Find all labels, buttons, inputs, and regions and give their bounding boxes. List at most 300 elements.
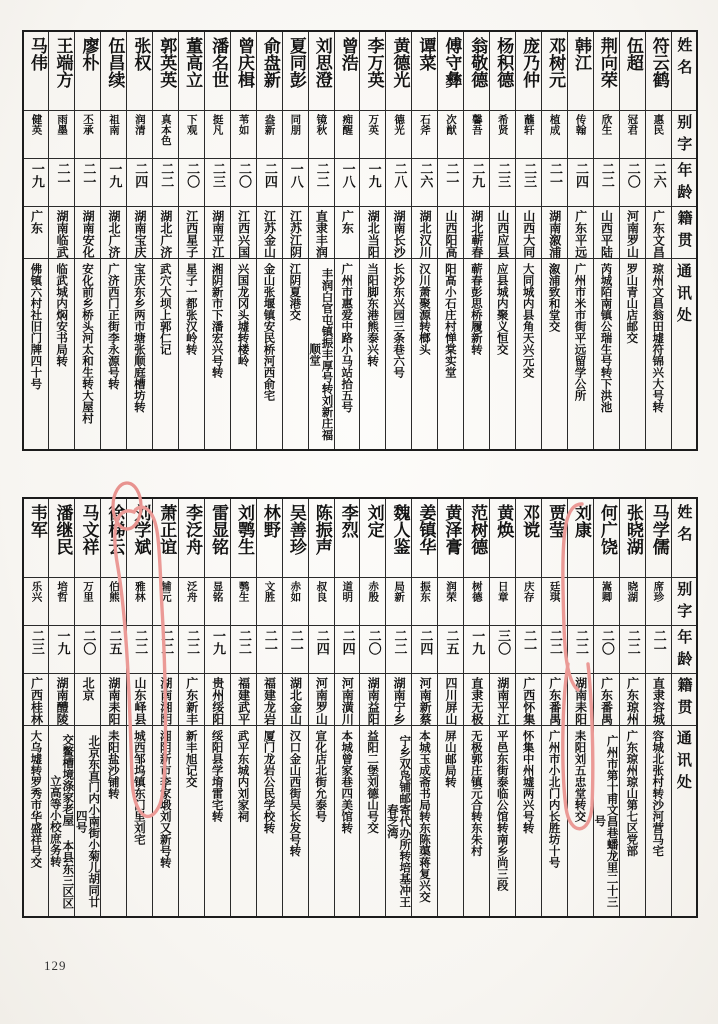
age-cell-text: 二八	[391, 162, 407, 188]
age-cell	[516, 626, 542, 674]
alias-cell-text: 显铭	[211, 581, 224, 602]
name-cell	[360, 31, 386, 111]
address-cell	[23, 726, 49, 918]
header-age-text: 年龄	[675, 629, 694, 673]
age-cell	[541, 626, 567, 674]
address-cell	[282, 259, 308, 451]
alias-cell	[179, 578, 205, 626]
name-cell	[230, 31, 256, 111]
origin-cell	[230, 207, 256, 259]
age-cell	[153, 626, 179, 674]
name-cell-text: 邓树元	[545, 37, 566, 88]
alias-cell	[360, 578, 386, 626]
origin-cell	[386, 674, 412, 726]
age-cell	[360, 626, 386, 674]
origin-cell	[308, 674, 334, 726]
origin-cell	[127, 674, 153, 726]
alias-cell	[412, 111, 438, 159]
origin-cell-text: 湖南湘阴	[158, 677, 173, 725]
origin-cell	[153, 207, 179, 259]
age-cell	[282, 159, 308, 207]
alias-cell	[593, 111, 619, 159]
alias-cell	[179, 111, 205, 159]
alias-cell	[101, 578, 127, 626]
name-cell-text: 何广饶	[596, 504, 617, 555]
origin-cell	[75, 207, 101, 259]
age-cell-text: 二四	[417, 629, 433, 655]
alias-cell-text: 镜秋	[315, 114, 328, 135]
address-cell-text: 蕲春彭思桥履新转	[469, 263, 484, 355]
alias-cell-text: 晓湖	[626, 581, 639, 602]
name-cell-text: 荆向荣	[596, 37, 617, 88]
address-cell-text: 怀集中州墟两兴号转	[521, 730, 536, 834]
address-cell	[593, 259, 619, 451]
name-cell-text: 王端方	[52, 37, 73, 88]
address-cell	[360, 259, 386, 451]
age-cell-text: 二二	[158, 162, 174, 188]
name-cell-text: 徐梯云	[104, 504, 125, 555]
address-cell-text: 大同城内县角天兴元交	[521, 263, 536, 378]
header-origin-text: 籍贯	[675, 210, 694, 254]
origin-cell-text: 湖南平江	[210, 210, 225, 258]
name-cell-text: 陈振声	[311, 504, 332, 555]
name-cell-text: 马伟	[26, 37, 47, 71]
address-cell-text: 北京东直门内小南街小菊儿胡同廿四号	[74, 734, 102, 908]
age-cell	[49, 159, 75, 207]
name-cell-text: 韦军	[26, 504, 47, 538]
age-cell-text: 二六	[650, 162, 666, 188]
header-alias-text: 别字	[675, 114, 694, 158]
origin-cell-text: 湖北广济	[107, 210, 122, 258]
name-cell	[412, 31, 438, 111]
age-cell	[438, 626, 464, 674]
origin-cell-text: 河南新蔡	[418, 677, 433, 725]
name-cell-text: 张权	[130, 37, 151, 71]
age-cell	[230, 626, 256, 674]
name-cell	[360, 498, 386, 578]
alias-cell	[153, 111, 179, 159]
alias-cell-text: 传翰	[574, 114, 587, 135]
origin-cell	[179, 674, 205, 726]
age-cell-text: 二一	[547, 162, 563, 188]
name-cell	[75, 498, 101, 578]
address-cell	[204, 259, 230, 451]
address-cell-text: 广州市米市街平远留学公所	[573, 263, 588, 401]
age-cell	[412, 626, 438, 674]
address-cell	[438, 726, 464, 918]
age-cell	[230, 159, 256, 207]
age-cell	[179, 626, 205, 674]
alias-cell	[75, 111, 101, 159]
address-cell-text: 湘阴新市李家塅刘又新号转	[158, 730, 173, 868]
age-cell-text: 二二	[391, 629, 407, 655]
origin-cell-text: 湖北汉川	[418, 210, 433, 258]
age-cell	[567, 626, 593, 674]
name-cell	[179, 498, 205, 578]
address-cell	[75, 726, 101, 918]
address-cell-text: 广州市惠爱中路小马站拾五号	[340, 263, 355, 413]
address-cell	[230, 726, 256, 918]
address-cell-text: 绥阳县学堉雷宅转	[210, 730, 225, 822]
age-cell	[541, 159, 567, 207]
origin-cell	[464, 207, 490, 259]
name-row	[23, 498, 697, 578]
origin-cell	[23, 674, 49, 726]
age-cell-text: 二二	[547, 629, 563, 655]
address-cell	[49, 726, 75, 918]
name-cell	[334, 498, 360, 578]
alias-cell-text: 丕承	[82, 114, 95, 135]
name-cell-text: 刘学斌	[130, 504, 151, 555]
address-cell-text: 本城玉成斋书局转东陈蕖蒋复兴交	[417, 730, 432, 903]
origin-cell-text: 直隶无极	[469, 677, 484, 725]
age-cell-text: 二四	[313, 629, 329, 655]
alias-cell-text: 润清	[133, 114, 146, 135]
origin-cell	[204, 207, 230, 259]
origin-cell-text: 广东番禺	[599, 677, 614, 725]
address-cell-text: 武穴大坝上郭仁记	[158, 263, 173, 355]
name-cell	[308, 498, 334, 578]
address-cell	[490, 259, 516, 451]
alias-cell	[516, 111, 542, 159]
name-cell-text: 廖朴	[78, 37, 99, 71]
name-cell-text: 傅守彝	[441, 37, 462, 88]
alias-cell-text: 日章	[496, 581, 509, 602]
age-cell	[75, 626, 101, 674]
name-row	[23, 31, 697, 111]
register-tables	[22, 30, 698, 918]
address-cell	[204, 726, 230, 918]
origin-cell-text: 湖北金山	[288, 677, 303, 725]
address-cell	[179, 726, 205, 918]
origin-cell-text: 北京	[81, 677, 96, 701]
alias-cell-text: 盎新	[263, 114, 276, 135]
name-cell	[49, 31, 75, 111]
name-cell	[516, 31, 542, 111]
name-cell-text: 李万英	[363, 37, 384, 88]
name-cell-text: 邓谠	[519, 504, 540, 538]
name-cell	[101, 498, 127, 578]
address-cell-text: 新丰旭记交	[184, 730, 199, 788]
name-cell-text: 贾莹	[545, 504, 566, 538]
address-cell	[179, 259, 205, 451]
address-cell	[282, 726, 308, 918]
age-cell-text: 二二	[235, 629, 251, 655]
address-cell-text: 琼州文昌翁田墟符锦兴大号转	[651, 263, 666, 413]
alias-cell-text: 席珍	[652, 581, 665, 602]
alias-cell-text: 鹗生	[237, 581, 250, 602]
age-cell-text: 二四	[572, 162, 588, 188]
age-cell	[101, 626, 127, 674]
address-cell-text: 宣化店北街允泰号	[314, 730, 329, 822]
alias-cell-text: 道明	[341, 581, 354, 602]
origin-cell	[49, 207, 75, 259]
origin-cell	[334, 207, 360, 259]
alias-cell-text: 万里	[82, 581, 95, 602]
age-cell	[490, 159, 516, 207]
address-cell-text: 应县城内聚义恒交	[495, 263, 510, 355]
alias-cell-text: 嵩卿	[600, 581, 613, 602]
alias-cell-text: 植成	[548, 114, 561, 135]
alias-cell-text: 赤殷	[367, 581, 380, 602]
name-cell-text: 刘定	[363, 504, 384, 538]
age-cell	[490, 626, 516, 674]
alias-cell-text: 庆存	[522, 581, 535, 602]
origin-cell-text: 河南潢川	[340, 677, 355, 725]
origin-cell	[541, 207, 567, 259]
address-cell-text: 广东琼州琼山第七区党部	[625, 730, 640, 857]
name-cell	[386, 498, 412, 578]
alias-cell-text: 赤如	[289, 581, 302, 602]
alias-cell	[438, 111, 464, 159]
origin-cell	[516, 207, 542, 259]
origin-cell-text: 山西阳高	[444, 210, 458, 258]
origin-cell	[75, 674, 101, 726]
address-cell	[101, 726, 127, 918]
age-cell	[619, 626, 645, 674]
origin-cell-text: 湖南宁乡	[392, 677, 407, 725]
age-cell-text: 二五	[443, 629, 459, 655]
name-cell-text: 曾浩	[337, 37, 358, 71]
address-cell	[567, 259, 593, 451]
age-cell-text: 二〇	[598, 629, 614, 655]
name-cell	[153, 498, 179, 578]
register-table-bottom	[22, 497, 698, 918]
name-cell-text: 黄德光	[389, 37, 410, 88]
name-cell-text: 夏同彭	[285, 37, 306, 88]
age-cell	[386, 159, 412, 207]
alias-cell	[75, 578, 101, 626]
origin-cell	[541, 674, 567, 726]
name-cell-text: 马文祥	[78, 504, 99, 555]
age-cell	[645, 159, 671, 207]
address-cell	[153, 726, 179, 918]
origin-cell	[645, 207, 671, 259]
age-cell-text: 二二	[132, 629, 148, 655]
age-cell	[593, 159, 619, 207]
origin-row	[23, 207, 697, 259]
age-cell	[23, 626, 49, 674]
age-cell	[464, 159, 490, 207]
alias-cell-text: 万英	[367, 114, 380, 135]
age-cell-text: 二一	[521, 629, 537, 655]
name-cell	[412, 498, 438, 578]
name-cell-text: 谭菜	[415, 37, 436, 71]
name-cell-text: 吴善珍	[285, 504, 306, 555]
address-row	[23, 726, 697, 918]
header-age	[671, 159, 697, 207]
origin-cell	[619, 207, 645, 259]
alias-cell-text: 石斧	[419, 114, 432, 135]
address-cell	[75, 259, 101, 451]
alias-cell-text: 辅元	[159, 581, 172, 602]
alias-cell	[567, 111, 593, 159]
alias-cell	[308, 578, 334, 626]
name-cell-text: 李泛舟	[182, 504, 203, 555]
origin-cell-text: 广东文昌	[651, 210, 666, 258]
name-cell-text: 黄焕	[493, 504, 514, 538]
origin-cell-text: 广西桂林	[29, 677, 44, 725]
address-cell	[127, 726, 153, 918]
name-cell-text: 伍超	[622, 37, 643, 71]
alias-cell	[412, 578, 438, 626]
origin-cell-text: 湖南安化	[81, 210, 96, 258]
address-cell	[334, 726, 360, 918]
name-cell	[438, 498, 464, 578]
address-cell-text: 耒阳刘五忠堂转交	[573, 730, 588, 822]
address-row	[23, 259, 697, 451]
name-cell-text: 张晓湖	[622, 504, 643, 555]
age-cell-text: 二〇	[235, 162, 251, 188]
address-cell-text: 大乌墟转罗秀市华盛祥号交	[29, 730, 44, 868]
address-cell	[464, 259, 490, 451]
origin-cell	[464, 674, 490, 726]
alias-cell	[49, 111, 75, 159]
alias-cell	[490, 578, 516, 626]
age-cell	[49, 626, 75, 674]
age-cell-text: 二一	[54, 162, 70, 188]
header-origin-text: 籍贯	[675, 677, 694, 721]
alias-cell-text: 同朋	[289, 114, 302, 135]
address-cell	[386, 726, 412, 918]
name-cell-text: 郭英英	[156, 37, 177, 88]
alias-cell-text: 培哲	[56, 581, 69, 602]
address-cell	[541, 259, 567, 451]
origin-cell-text: 河南罗山	[625, 210, 640, 258]
origin-cell-text: 江苏江阴	[288, 210, 303, 258]
name-cell	[101, 31, 127, 111]
address-cell	[386, 259, 412, 451]
name-cell	[75, 31, 101, 111]
age-cell-text: 一九	[365, 162, 381, 188]
age-cell	[593, 626, 619, 674]
name-cell-text: 符云鹤	[648, 37, 669, 88]
address-cell	[619, 726, 645, 918]
name-cell	[438, 31, 464, 111]
name-cell-text: 马学儒	[648, 504, 669, 555]
origin-cell	[619, 674, 645, 726]
address-cell-text: 丰润白官屯镇振丰厚号转刘新庄福顺堂	[308, 267, 335, 441]
alias-cell-text: 惠民	[652, 114, 665, 135]
origin-cell	[204, 674, 230, 726]
name-cell	[153, 31, 179, 111]
name-cell-text: 俞盘新	[259, 37, 280, 88]
alias-cell-text: 健英	[30, 114, 43, 135]
origin-cell-text: 湖北当阳	[366, 210, 381, 258]
age-cell-text: 一九	[106, 162, 122, 188]
alias-cell-text: 局新	[393, 581, 406, 602]
age-cell	[334, 159, 360, 207]
address-cell-text: 宝庆东乡两市塘张顺庭槽坊转	[132, 263, 147, 413]
alias-cell-text: 祖南	[107, 114, 120, 135]
origin-cell-text: 湖南平江	[495, 677, 510, 725]
address-cell-text: 汉口金山西街吴长发号转	[288, 730, 303, 857]
name-cell-text: 黄泽膏	[441, 504, 462, 555]
origin-cell-text: 山西应县	[495, 210, 510, 258]
name-cell	[567, 498, 593, 578]
alias-row	[23, 578, 697, 626]
origin-cell	[153, 674, 179, 726]
name-cell	[23, 498, 49, 578]
age-cell	[645, 626, 671, 674]
origin-cell-text: 湖南醴陵	[55, 677, 70, 725]
age-cell-text: 一八	[287, 162, 303, 188]
age-cell-text: 二四	[339, 629, 355, 655]
alias-cell	[23, 111, 49, 159]
name-cell	[516, 498, 542, 578]
name-cell	[23, 31, 49, 111]
alias-cell-text: 馨吾	[470, 114, 483, 135]
name-cell-text: 萧正谊	[156, 504, 177, 555]
address-cell	[619, 259, 645, 451]
age-cell	[256, 159, 282, 207]
age-cell-text: 二五	[106, 629, 122, 655]
address-cell-text: 广州市小北门内长胜坊十号	[547, 730, 562, 868]
name-cell	[308, 31, 334, 111]
address-cell	[516, 259, 542, 451]
origin-cell-text: 湖南溆浦	[547, 210, 562, 258]
age-cell	[308, 626, 334, 674]
alias-cell-text: 蘸轩	[522, 114, 535, 135]
alias-cell-text: 雅林	[133, 581, 146, 602]
origin-cell-text: 福建龙岩	[262, 677, 277, 725]
header-age-text: 年龄	[675, 162, 694, 206]
name-cell-text: 雷显铭	[208, 504, 229, 555]
age-cell-text: 二一	[261, 629, 277, 655]
address-cell	[360, 726, 386, 918]
origin-cell-text: 江西星子	[184, 210, 199, 258]
alias-cell	[127, 111, 153, 159]
header-origin	[671, 207, 697, 259]
header-alias	[671, 111, 697, 159]
age-cell	[516, 159, 542, 207]
header-address	[671, 259, 697, 451]
age-cell-text: 二二	[624, 629, 640, 655]
age-cell-text: 二〇	[80, 629, 96, 655]
alias-cell	[593, 578, 619, 626]
address-cell-text: 益阳二堡刘德山号交	[366, 730, 381, 834]
origin-cell-text: 福建武平	[236, 677, 251, 725]
address-cell-text: 湘阴新市下潘宏兴号转	[210, 263, 225, 378]
address-cell-text: 罗山青山店邮交	[625, 263, 640, 344]
name-cell-text: 杨积德	[493, 37, 514, 88]
age-cell-text: 二一	[80, 162, 96, 188]
origin-cell-text: 直隶丰润	[314, 210, 329, 258]
alias-cell	[230, 111, 256, 159]
name-cell-text: 伍昌续	[104, 37, 125, 88]
origin-cell	[567, 674, 593, 726]
name-cell	[490, 31, 516, 111]
age-cell-text: 二二	[598, 162, 614, 188]
age-cell	[153, 159, 179, 207]
name-cell-text: 董高立	[182, 37, 203, 88]
alias-cell	[438, 578, 464, 626]
age-cell-text: 二〇	[365, 629, 381, 655]
address-cell	[23, 259, 49, 451]
address-cell	[230, 259, 256, 451]
address-cell-text: 汉川萧聚源转榔头	[417, 263, 432, 355]
origin-cell	[127, 207, 153, 259]
name-cell	[256, 31, 282, 111]
alias-cell-text: 润荣	[444, 581, 457, 602]
name-cell	[204, 498, 230, 578]
origin-cell-text: 广西怀集	[521, 677, 536, 725]
address-cell-text: 城西邹坞镇东门里刘宅	[132, 730, 147, 845]
name-cell	[593, 31, 619, 111]
origin-cell	[438, 207, 464, 259]
address-cell-text: 宁乡双凫铺邮寄代办所转培基冲王春芝湾	[385, 734, 413, 908]
address-cell	[334, 259, 360, 451]
